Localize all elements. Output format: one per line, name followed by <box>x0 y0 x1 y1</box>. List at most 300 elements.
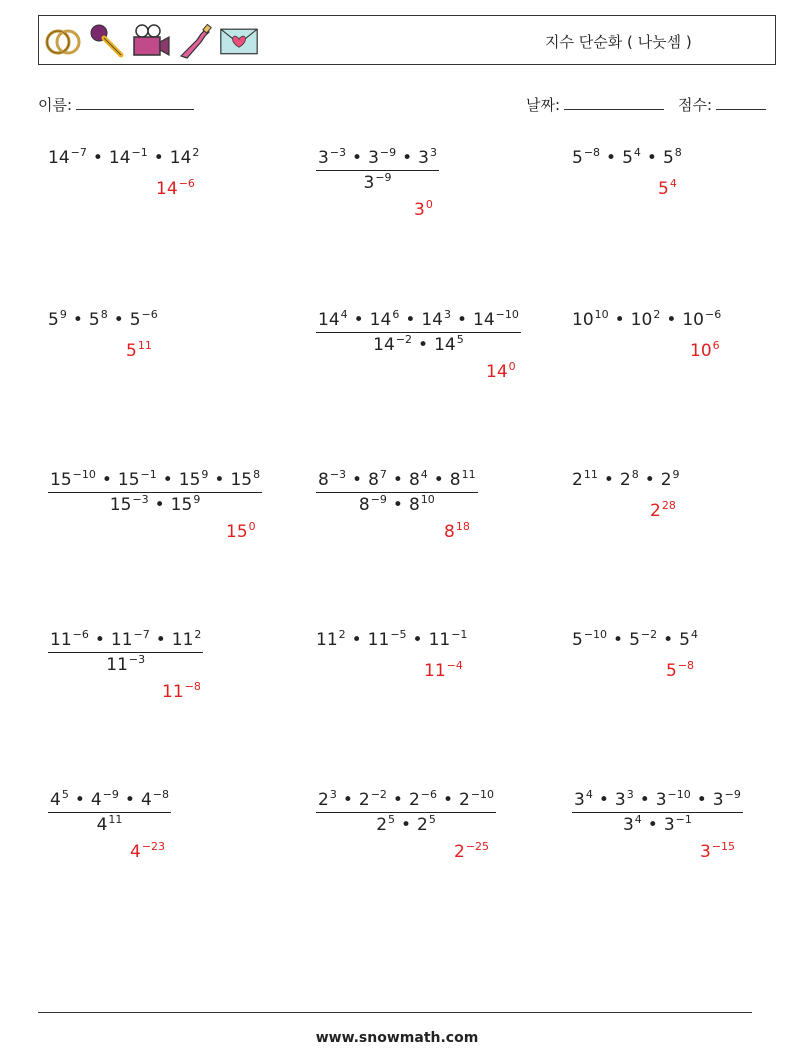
term-exponent: 11 <box>583 468 598 481</box>
term-base: 14 <box>108 148 131 168</box>
score-blank[interactable] <box>716 95 766 110</box>
term-base: 3 <box>655 790 667 810</box>
term-exponent: −10 <box>470 788 495 801</box>
problem-4 <box>48 310 158 330</box>
term-exponent: 6 <box>392 308 400 321</box>
term-exponent: −10 <box>583 628 608 641</box>
multiply-dot: • <box>352 148 363 168</box>
term-exponent: 9 <box>201 468 209 481</box>
power-term <box>363 173 391 193</box>
term-base: 8 <box>408 470 420 490</box>
term-base: 2 <box>408 790 420 810</box>
term-exponent: −3 <box>329 468 347 481</box>
power-term <box>172 630 202 650</box>
term-exponent: −8 <box>152 788 169 801</box>
date-blank[interactable] <box>564 95 664 110</box>
term-exponent: 11 <box>108 813 123 826</box>
term-base: 8 <box>358 495 370 515</box>
answer-10 <box>162 682 201 702</box>
power-term <box>631 310 661 330</box>
term-exponent: 28 <box>661 499 676 512</box>
term-exponent: −10 <box>667 788 691 801</box>
date-label: 날짜: <box>526 96 561 114</box>
numerator <box>48 790 171 813</box>
power-term <box>359 495 387 515</box>
microphone-icon <box>87 22 127 60</box>
power-term <box>623 815 642 835</box>
champagne-bottle-icon <box>175 22 215 60</box>
term-exponent: 8 <box>631 468 639 481</box>
term-base: 3 <box>574 790 585 810</box>
power-term <box>318 310 348 330</box>
term-base: 11 <box>50 630 72 650</box>
term-exponent: −3 <box>132 493 149 506</box>
score-label: 점수: <box>678 96 713 114</box>
multiply-dot: • <box>402 148 413 168</box>
problem-1 <box>48 148 199 168</box>
power-term <box>409 495 435 515</box>
term-exponent: 5 <box>388 813 396 826</box>
fraction <box>316 310 521 355</box>
multiply-dot: • <box>614 310 625 330</box>
power-term <box>421 310 451 330</box>
power-term <box>106 655 145 675</box>
term-base: 11 <box>162 682 184 702</box>
name-blank[interactable] <box>76 95 194 110</box>
term-exponent: 18 <box>455 520 470 533</box>
term-exponent: −9 <box>370 493 387 506</box>
term-exponent: −2 <box>395 333 413 346</box>
term-base: 14 <box>486 362 508 382</box>
multiply-dot: • <box>352 470 363 490</box>
power-term <box>126 341 152 361</box>
power-term <box>663 148 682 168</box>
power-term <box>48 148 87 168</box>
term-exponent: 10 <box>594 308 609 321</box>
term-base: 5 <box>126 341 137 361</box>
term-exponent: 2 <box>192 146 200 159</box>
numerator <box>316 790 496 813</box>
power-term <box>89 310 108 330</box>
problem-7 <box>48 470 262 515</box>
power-term <box>109 148 148 168</box>
term-exponent: 7 <box>379 468 387 481</box>
term-exponent: −1 <box>131 146 148 159</box>
expression <box>572 148 682 168</box>
term-exponent: −2 <box>370 788 387 801</box>
expression <box>572 310 721 330</box>
answer-7 <box>226 522 256 542</box>
term-base: 2 <box>660 470 672 490</box>
denominator <box>572 813 743 835</box>
term-exponent: 5 <box>428 813 436 826</box>
term-base: 15 <box>178 470 201 490</box>
problem-8 <box>316 470 478 515</box>
term-exponent: −9 <box>379 146 397 159</box>
multiply-dot: • <box>647 815 658 835</box>
multiply-dot: • <box>639 790 650 810</box>
term-base: 2 <box>376 815 388 835</box>
power-term <box>230 470 260 490</box>
term-base: 4 <box>90 790 102 810</box>
term-exponent: 3 <box>429 146 437 159</box>
term-base: 2 <box>318 790 329 810</box>
term-base: 15 <box>109 495 132 515</box>
term-exponent: 4 <box>420 468 428 481</box>
multiply-dot: • <box>351 630 362 650</box>
power-term <box>48 310 67 330</box>
multiply-dot: • <box>433 470 444 490</box>
term-exponent: −7 <box>70 146 87 159</box>
power-term <box>666 661 694 681</box>
term-exponent: 8 <box>674 146 682 159</box>
rings-icon <box>43 22 83 60</box>
power-term <box>162 682 201 702</box>
multiply-dot: • <box>154 495 165 515</box>
multiply-dot: • <box>155 630 166 650</box>
term-exponent: −3 <box>329 146 347 159</box>
expression <box>572 630 698 650</box>
answer-15 <box>700 842 735 862</box>
power-term <box>97 815 123 835</box>
fraction <box>316 470 478 515</box>
term-base: 14 <box>48 148 70 168</box>
problem-13 <box>48 790 171 835</box>
term-base: 10 <box>630 310 653 330</box>
header-icons <box>43 22 259 60</box>
problem-2 <box>316 148 439 193</box>
fraction <box>48 790 171 835</box>
term-base: 5 <box>572 630 583 650</box>
multiply-dot: • <box>353 310 364 330</box>
numerator <box>48 630 203 653</box>
term-base: 15 <box>230 470 253 490</box>
denominator <box>48 653 203 675</box>
term-base: 3 <box>414 200 425 220</box>
term-exponent: 4 <box>690 628 698 641</box>
answer-1 <box>156 179 195 199</box>
power-term <box>434 335 464 355</box>
footer-url: www.snowmath.com <box>315 1030 479 1046</box>
term-base: 5 <box>88 310 100 330</box>
term-base: 4 <box>50 790 61 810</box>
term-base: 11 <box>110 630 133 650</box>
problem-12 <box>572 630 698 650</box>
multiply-dot: • <box>153 148 164 168</box>
term-base: 11 <box>106 655 128 675</box>
term-exponent: −5 <box>390 628 407 641</box>
term-exponent: −6 <box>72 628 89 641</box>
term-exponent: −7 <box>133 628 150 641</box>
power-term <box>572 148 600 168</box>
power-term <box>368 148 396 168</box>
term-exponent: 3 <box>329 788 337 801</box>
term-exponent: 10 <box>420 493 435 506</box>
power-term <box>713 790 741 810</box>
term-base: 3 <box>318 148 329 168</box>
power-term <box>690 341 720 361</box>
answer-9 <box>650 501 676 521</box>
term-base: 3 <box>622 815 634 835</box>
term-base: 11 <box>424 661 446 681</box>
denominator <box>316 813 496 835</box>
term-base: 14 <box>421 310 443 330</box>
term-exponent: 9 <box>672 468 680 481</box>
power-term <box>629 630 657 650</box>
multiply-dot: • <box>392 470 403 490</box>
power-term <box>429 630 468 650</box>
power-term <box>682 310 721 330</box>
answer-12 <box>666 661 694 681</box>
multiply-dot: • <box>456 310 468 330</box>
problem-11 <box>316 630 467 650</box>
power-term <box>574 790 593 810</box>
answer-14 <box>454 842 489 862</box>
power-term <box>418 148 437 168</box>
term-exponent: 11 <box>461 468 476 481</box>
term-exponent: −4 <box>446 659 463 672</box>
term-exponent: −8 <box>677 659 695 672</box>
problem-6 <box>572 310 721 330</box>
power-term <box>424 661 463 681</box>
term-exponent: 2 <box>653 308 661 321</box>
score-field <box>678 94 766 115</box>
term-base: 8 <box>368 470 379 490</box>
term-base: 8 <box>449 470 461 490</box>
term-exponent: −2 <box>640 628 658 641</box>
term-base: 11 <box>367 630 390 650</box>
term-exponent: 0 <box>508 360 516 373</box>
term-base: 3 <box>663 815 675 835</box>
multiply-dot: • <box>392 495 403 515</box>
power-term <box>473 310 519 330</box>
term-base: 14 <box>369 310 392 330</box>
term-base: 2 <box>358 790 370 810</box>
power-term <box>171 495 201 515</box>
power-term <box>658 179 677 199</box>
answer-5 <box>486 362 516 382</box>
term-base: 8 <box>444 522 455 542</box>
denominator <box>48 493 262 515</box>
term-exponent: 5 <box>61 788 69 801</box>
term-exponent: −8 <box>583 146 601 159</box>
term-exponent: −1 <box>140 468 157 481</box>
term-base: 2 <box>619 470 631 490</box>
term-base: 14 <box>473 310 495 330</box>
answer-6 <box>690 341 720 361</box>
power-term <box>620 470 639 490</box>
term-exponent: 9 <box>59 308 67 321</box>
multiply-dot: • <box>613 630 624 650</box>
term-base: 8 <box>408 495 420 515</box>
denominator <box>48 813 171 835</box>
multiply-dot: • <box>606 148 617 168</box>
power-term <box>318 790 337 810</box>
term-base: 14 <box>318 310 340 330</box>
term-base: 3 <box>614 790 626 810</box>
multiply-dot: • <box>646 148 657 168</box>
power-term <box>679 630 698 650</box>
power-term <box>417 815 436 835</box>
power-term <box>316 630 346 650</box>
term-exponent: 4 <box>585 788 593 801</box>
power-term <box>376 815 395 835</box>
term-exponent: −3 <box>128 653 146 666</box>
term-exponent: −6 <box>420 788 437 801</box>
fraction <box>48 630 203 675</box>
term-exponent: −25 <box>465 840 490 853</box>
expression <box>316 630 467 650</box>
term-base: 5 <box>622 148 633 168</box>
worksheet-title: 지수 단순화 ( 나눗셈 ) <box>545 33 692 51</box>
term-base: 5 <box>662 148 674 168</box>
term-exponent: −6 <box>141 308 158 321</box>
term-base: 3 <box>712 790 724 810</box>
term-base: 5 <box>629 630 640 650</box>
power-term <box>111 630 150 650</box>
multiply-dot: • <box>94 630 105 650</box>
power-term <box>486 362 516 382</box>
multiply-dot: • <box>418 335 429 355</box>
answer-13 <box>130 842 165 862</box>
answer-4 <box>126 341 152 361</box>
power-term <box>368 630 407 650</box>
term-base: 4 <box>130 842 141 862</box>
power-term <box>700 842 735 862</box>
power-term <box>409 790 437 810</box>
multiply-dot: • <box>405 310 416 330</box>
numerator <box>316 148 439 171</box>
term-base: 5 <box>129 310 141 330</box>
name-label: 이름: <box>38 96 73 114</box>
term-exponent: 4 <box>634 813 642 826</box>
power-term <box>318 148 346 168</box>
term-exponent: 5 <box>456 333 464 346</box>
power-term <box>656 790 691 810</box>
power-term <box>50 630 89 650</box>
term-base: 5 <box>658 179 669 199</box>
term-base: 3 <box>418 148 429 168</box>
answer-11 <box>424 661 463 681</box>
multiply-dot: • <box>214 470 225 490</box>
multiply-dot: • <box>162 470 173 490</box>
power-term <box>110 495 149 515</box>
term-exponent: −10 <box>495 308 519 321</box>
term-base: 8 <box>318 470 329 490</box>
term-exponent: 2 <box>194 628 202 641</box>
multiply-dot: • <box>663 630 674 650</box>
power-term <box>450 470 476 490</box>
power-term <box>130 842 165 862</box>
term-base: 2 <box>459 790 470 810</box>
term-base: 5 <box>48 310 59 330</box>
numerator <box>572 790 743 813</box>
term-base: 15 <box>170 495 193 515</box>
term-exponent: −23 <box>141 840 166 853</box>
power-term <box>572 630 607 650</box>
term-exponent: 3 <box>626 788 634 801</box>
numerator <box>316 310 521 333</box>
problem-5 <box>316 310 521 355</box>
term-exponent: −8 <box>184 680 201 693</box>
multiply-dot: • <box>92 148 103 168</box>
term-base: 14 <box>169 148 192 168</box>
term-base: 11 <box>316 630 338 650</box>
power-term <box>650 501 676 521</box>
term-base: 14 <box>434 335 456 355</box>
answer-2 <box>414 200 433 220</box>
numerator <box>48 470 262 493</box>
power-term <box>368 470 387 490</box>
term-base: 4 <box>140 790 152 810</box>
power-term <box>50 470 96 490</box>
multiply-dot: • <box>666 310 677 330</box>
term-base: 2 <box>454 842 465 862</box>
power-term <box>318 470 346 490</box>
term-exponent: −9 <box>375 171 392 184</box>
multiply-dot: • <box>603 470 614 490</box>
fraction <box>48 470 262 515</box>
multiply-dot: • <box>598 790 609 810</box>
power-term <box>373 335 412 355</box>
term-base: 15 <box>50 470 72 490</box>
power-term <box>179 470 209 490</box>
multiply-dot: • <box>101 470 112 490</box>
multiply-dot: • <box>113 310 124 330</box>
problem-14 <box>316 790 496 835</box>
term-exponent: 3 <box>443 308 451 321</box>
problem-10 <box>48 630 203 675</box>
term-base: 5 <box>572 148 583 168</box>
term-exponent: 11 <box>137 339 152 352</box>
term-base: 3 <box>700 842 711 862</box>
power-term <box>454 842 489 862</box>
fraction <box>316 790 496 835</box>
term-base: 15 <box>117 470 140 490</box>
fraction <box>316 148 439 193</box>
term-exponent: −15 <box>711 840 736 853</box>
term-base: 14 <box>373 335 395 355</box>
problem-15 <box>572 790 743 835</box>
term-exponent: −1 <box>675 813 692 826</box>
term-exponent: −6 <box>704 308 722 321</box>
power-term <box>572 310 609 330</box>
term-base: 10 <box>690 341 712 361</box>
term-base: 2 <box>417 815 428 835</box>
multiply-dot: • <box>412 630 423 650</box>
term-exponent: 4 <box>669 177 677 190</box>
term-base: 11 <box>171 630 194 650</box>
answer-8 <box>444 522 470 542</box>
term-base: 2 <box>650 501 661 521</box>
power-term <box>170 148 200 168</box>
term-base: 14 <box>156 179 178 199</box>
term-exponent: 4 <box>633 146 641 159</box>
term-exponent: 2 <box>338 628 346 641</box>
numerator <box>316 470 478 493</box>
power-term <box>156 179 195 199</box>
term-base: 4 <box>96 815 108 835</box>
love-letter-icon <box>219 22 259 60</box>
footer-divider <box>38 1012 752 1013</box>
multiply-dot: • <box>696 790 707 810</box>
power-term <box>118 470 157 490</box>
power-term <box>409 470 428 490</box>
term-base: 3 <box>368 148 379 168</box>
term-base: 5 <box>679 630 690 650</box>
term-base: 5 <box>666 661 677 681</box>
power-term <box>370 310 400 330</box>
